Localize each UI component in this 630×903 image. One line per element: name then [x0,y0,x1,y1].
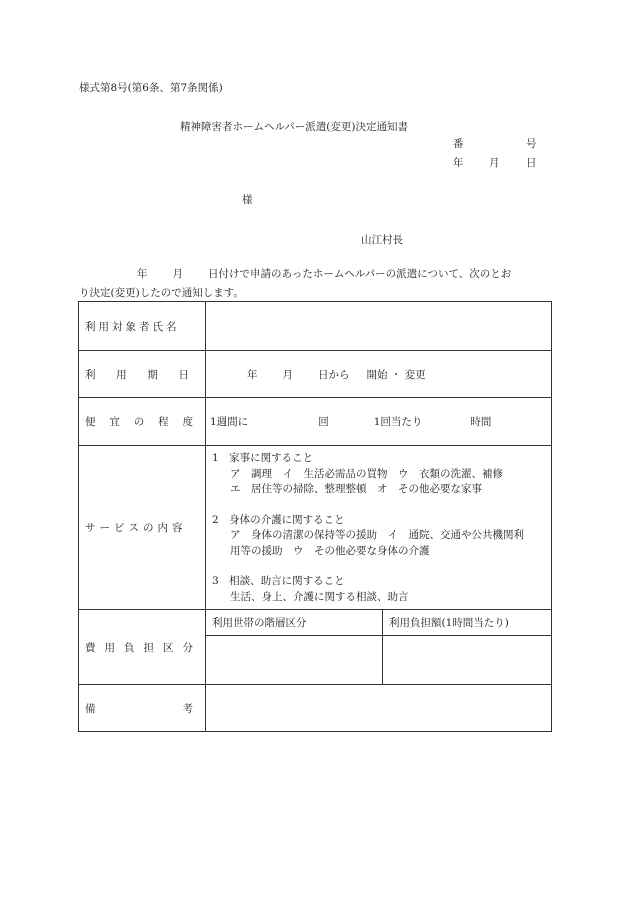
label-recipient-name: 利用対象者氏名 [85,320,180,333]
row-recipient-name [79,302,552,351]
row-remarks [79,685,552,732]
decision-table [78,301,552,732]
period-status: 開始 ・ 変更 [366,368,426,381]
service-extent-value [206,398,552,446]
period-from: 日から [318,368,350,381]
times-unit: 回 [318,416,329,428]
service-2-line-1: ア 身体の清潔の保持等の援助 イ 通院、交通や公共機関利 [230,529,524,541]
label-service-extent: 便 宜 の 程 度 [85,416,193,428]
household-class-value [206,636,383,685]
hours-unit: 時間 [470,416,492,428]
date-day-label: 日 [526,157,537,169]
per-time: 1回当たり [373,416,423,428]
label-cost-category: 費 用 負 担 区 分 [85,641,193,654]
cost-subtable [206,610,551,684]
per-week: 1週間に [210,416,249,428]
body-year: 年 [137,268,148,280]
recipient-name-value [206,302,552,351]
service-2-line-2: 用等の援助 ウ その他必要な身体の介護 [230,544,430,557]
burden-amount-value [383,636,552,685]
date-year-label: 年 [453,157,464,169]
addressee-suffix: 様 [242,194,253,206]
body-line-1 [79,267,511,281]
row-service-content [79,446,552,610]
number-label-go: 号 [526,138,537,150]
period-month: 月 [282,368,293,381]
period-year: 年 [247,368,258,381]
cost-category-cell [206,610,552,685]
service-3-line-1: 生活、身上、介護に関する相談、助言 [230,590,409,603]
number-label-ban: 番 [453,138,464,150]
form-number: 様式第8号(第6条、第7条関係) [79,82,223,94]
date-month-label: 月 [489,157,500,169]
household-class-header: 利用世帯の階層区分 [206,610,383,636]
body-month: 月 [172,268,183,280]
service-1-title: 1 家事に関すること [212,452,314,464]
remarks-value [206,685,552,732]
body-text-1: 日付けで申請のあったホームヘルパーの派遣について、次のとお [208,268,512,280]
period-value [206,351,552,398]
row-service-extent [79,398,552,446]
service-2-title: 2 身体の介護に関すること [212,513,345,526]
sender-name: 山江村長 [361,234,403,246]
label-period: 利 用 期 日 [85,368,189,381]
body-line-2: り決定(変更)したので通知します。 [79,287,244,299]
row-period [79,351,552,398]
label-remarks: 備 考 [85,702,193,715]
document-title: 精神障害者ホームヘルパー派遣(変更)決定通知書 [180,121,408,133]
service-1-line-2: エ 居住等の掃除、整理整頓 オ その他必要な家事 [230,483,482,495]
row-cost-category [79,610,552,685]
service-3-title: 3 相談、助言に関すること [212,575,345,587]
burden-amount-header: 利用負担額(1時間当たり) [383,610,552,636]
label-service-content: サービスの内容 [85,522,187,534]
service-content-value [206,446,552,610]
service-1-line-1: ア 調理 イ 生活必需品の買物 ウ 衣類の洗濯、補修 [230,467,503,480]
